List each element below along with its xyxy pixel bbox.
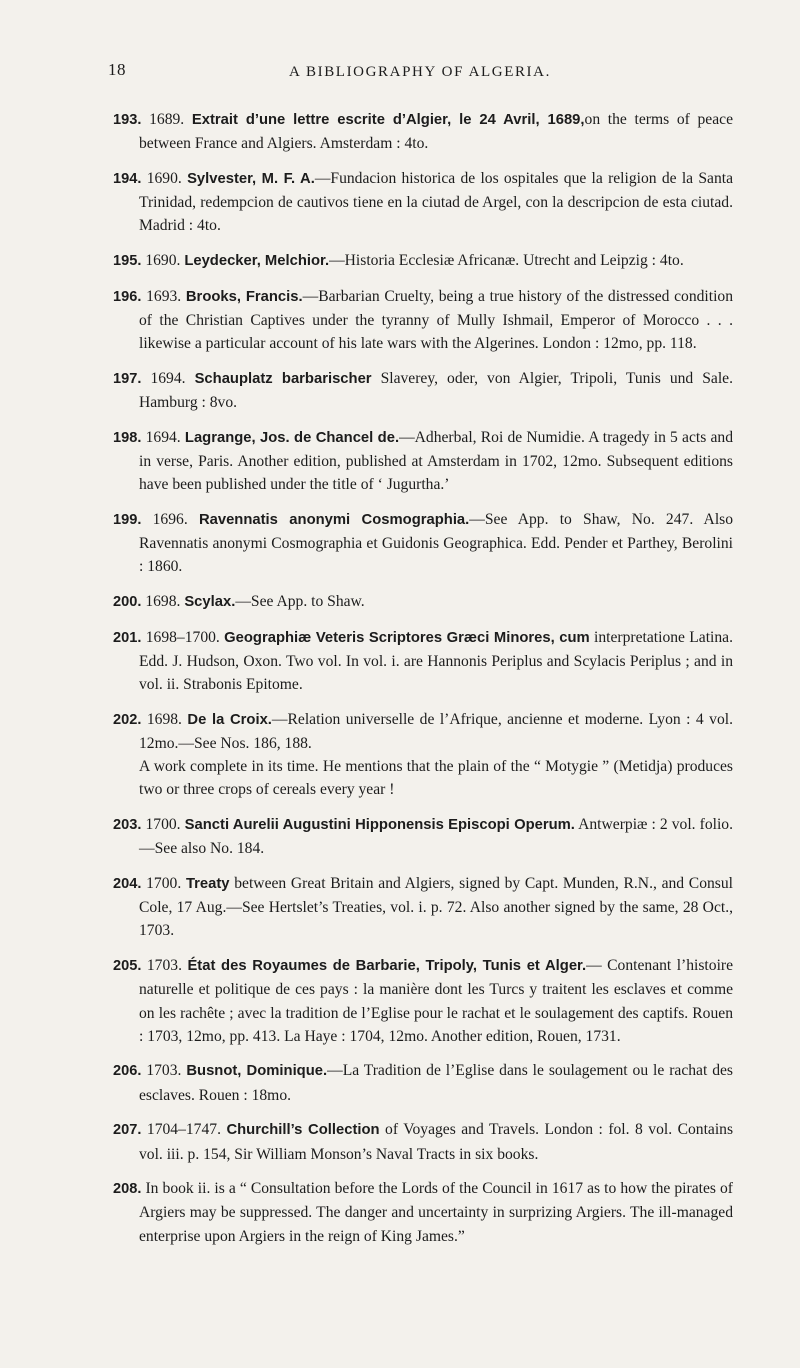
bibliography-entries <box>113 108 733 1259</box>
entry-number: 205. <box>113 958 142 975</box>
entry-year: 1704–1747. <box>146 1121 221 1139</box>
entry-number: 204. <box>113 875 142 892</box>
entry-number: 200. <box>113 593 142 610</box>
entry-author: De la Croix. <box>187 711 272 728</box>
entry-number: 206. <box>113 1063 142 1080</box>
entry-author: Brooks, Francis. <box>185 288 303 305</box>
entry-text <box>113 1118 733 1165</box>
entry-description: Slaverey, oder, von Algier, Tripoli, Tunis und Sale. Hamburg : 8vo. <box>139 369 733 412</box>
entry-author: Sancti Aurelii Augustini Hipponensis Episcopi Operum. <box>184 817 575 834</box>
entry-number: 196. <box>113 288 142 305</box>
bibliography-entry <box>113 872 733 943</box>
entry-description: —See App. to Shaw. <box>235 592 365 610</box>
entry-text <box>113 426 733 497</box>
entry-year: 1700. <box>145 816 181 834</box>
entry-description: —Adherbal, Roi de Numidie. A tragedy in 5 acts and in verse, Paris. Another edition, published at Amsterdam in 1702, 12mo. Subsequent editions have been published under the title of ‘ Jugurtha.’ <box>139 428 733 494</box>
entry-description: interpretatione Latina. Edd. J. Hudson, Oxon. Two vol. In vol. i. are Hannonis Periplus and Scylacis Periplus ; and in vol. ii. Strabonis Epitome. <box>139 628 734 694</box>
entry-author: État des Royaumes de Barbarie, Tripoly, Tunis et Alger. <box>187 958 587 975</box>
bibliography-entry <box>113 708 733 802</box>
entry-number: 203. <box>113 817 142 834</box>
page-number: 18 <box>108 60 126 79</box>
entry-text <box>113 367 733 414</box>
entry-year: 1703. <box>146 957 182 975</box>
entry-number: 199. <box>113 511 142 528</box>
entry-text <box>113 1059 733 1106</box>
entry-text <box>113 108 733 155</box>
bibliography-entry <box>113 285 733 356</box>
entry-author: Geographiæ Veteris Scriptores Græci Minores, cum <box>224 629 590 646</box>
bibliography-entry <box>113 367 733 414</box>
entry-number: 197. <box>113 370 142 387</box>
entry-text <box>113 167 733 238</box>
entry-text <box>113 872 733 943</box>
entry-year: 1694. <box>145 428 181 446</box>
entry-text <box>113 508 733 579</box>
entry-description: of Voyages and Travels. London : fol. 8 vol. Contains vol. iii. p. 154, Sir William Monson’s Naval Tracts in six books. <box>139 1121 734 1163</box>
entry-year: 1689. <box>149 111 185 128</box>
bibliography-entry <box>113 1118 733 1165</box>
entry-author: Lagrange, Jos. de Chancel de. <box>184 429 400 446</box>
entry-text <box>113 954 733 1048</box>
entry-author: Busnot, Dominique. <box>186 1063 328 1080</box>
entry-description: In book ii. is a “ Consultation before the Lords of the Council in 1617 as to how the pirates of Argiers may be suppressed. The danger and uncertainty in surprizing Argiers. The ill-managed enterprise upon Argiers in the reign of King James.” <box>139 1180 733 1245</box>
entry-number: 194. <box>113 170 142 187</box>
bibliography-entry <box>113 167 733 238</box>
bibliography-entry <box>113 508 733 579</box>
entry-year: 1696. <box>152 510 188 528</box>
bibliography-entry <box>113 426 733 497</box>
entry-year: 1700. <box>146 874 182 892</box>
entry-note: A work complete in its time. He mentions that the plain of the “ Motygie ” (Metidja) produces two or three crops of cereals every year ! <box>139 758 733 799</box>
bibliography-entry <box>113 813 733 860</box>
entry-year: 1703. <box>146 1062 182 1080</box>
entry-author: Leydecker, Melchior. <box>184 253 330 270</box>
bibliography-entry <box>113 590 733 614</box>
entry-text <box>113 813 733 860</box>
entry-year: 1698. <box>145 592 181 610</box>
entry-author: Churchill’s Collection <box>226 1122 380 1139</box>
entry-description: —Historia Ecclesiæ Africanæ. Utrecht and Leipzig : 4to. <box>329 252 684 270</box>
entry-text <box>113 590 733 614</box>
entry-author: Extrait d’une lettre escrite d’Algier, le 24 Avril, 1689, <box>191 112 585 128</box>
entry-description: —See App. to Shaw, No. 247. Also Ravennatis anonymi Cosmographia et Guidonis Geographica. Edd. Pender et Parthey, Berolini : 1860. <box>139 510 734 576</box>
entry-description: —Fundacion historica de los ospitales que la religion de la Santa Trinidad, redempcion de cautivos tiene en la ciutad de Argel, con la descripcion de esta ciutad. Madrid : 4to. <box>139 169 733 235</box>
bibliography-entry <box>113 1177 733 1248</box>
entry-year: 1698. <box>146 710 182 728</box>
entry-author: Sylvester, M. F. A. <box>187 170 315 187</box>
entry-year: 1694. <box>150 369 186 387</box>
entry-description: —Relation universelle de l’Afrique, ancienne et moderne. Lyon : 4 vol. 12mo.—See Nos. 186, 188. <box>139 710 733 752</box>
bibliography-entry <box>113 1059 733 1106</box>
entry-number: 207. <box>113 1122 142 1139</box>
bibliography-entry <box>113 626 733 697</box>
bibliography-entry <box>113 954 733 1048</box>
bibliography-entry <box>113 249 733 273</box>
entry-author: Treaty <box>185 875 230 892</box>
entry-number: 201. <box>113 629 142 646</box>
entry-text <box>113 708 733 755</box>
entry-year: 1690. <box>145 252 181 270</box>
entry-text <box>113 285 733 356</box>
entry-author: Ravennatis anonymi Cosmographia. <box>198 511 470 528</box>
bibliography-entry <box>113 108 733 155</box>
entry-year: 1690. <box>146 169 182 187</box>
entry-author: Schauplatz barbarischer <box>194 370 372 387</box>
entry-description: Antwerpiæ : 2 vol. folio.—See also No. 184. <box>139 816 733 858</box>
entry-description: — Contenant l’histoire naturelle et politique de ces pays : la manière dont les Turcs y traitent les esclaves et comme on les rachête ; avec la tradition de l’Eglise pour le rachat et le soulagement des captifs. Rouen : 1703, 12mo, pp. 413. La Haye : 1704, 12mo. Another edition, Rouen, 1731. <box>139 957 734 1045</box>
entry-text <box>113 249 733 273</box>
entry-number: 193. <box>113 112 142 128</box>
entry-number: 202. <box>113 711 142 728</box>
entry-number: 195. <box>113 253 142 270</box>
running-title: A BIBLIOGRAPHY OF ALGERIA. <box>289 64 551 80</box>
entry-description: on the terms of peace between France and Algiers. Amsterdam : 4to. <box>139 111 733 153</box>
entry-number: 208. <box>113 1181 142 1198</box>
entry-text <box>113 626 733 697</box>
entry-text <box>113 1177 733 1248</box>
entry-description: —Barbarian Cruelty, being a true history of the distressed condition of the Christian Captives under the tyranny of Mully Ishmail, Emperor of Morocco . . . likewise a particular account of his late wars with the Algerines. London : 12mo, pp. 118. <box>139 287 734 353</box>
entry-author: Scylax. <box>184 593 236 610</box>
entry-description: —La Tradition de l’Eglise dans le soulagement ou le rachat des esclaves. Rouen : 18mo. <box>139 1062 733 1104</box>
entry-year: 1693. <box>146 287 182 305</box>
entry-description: between Great Britain and Algiers, signed by Capt. Munden, R.N., and Consul Cole, 17 Aug.—See Hertslet’s Treaties, vol. i. p. 72. Also another signed by the same, 28 Oct., 1703. <box>139 874 733 940</box>
entry-year: 1698–1700. <box>145 628 220 646</box>
entry-number: 198. <box>113 429 142 446</box>
